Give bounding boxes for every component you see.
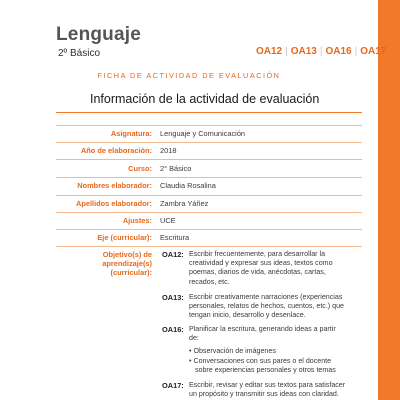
oa-code: OA12 (256, 46, 283, 57)
row-divider (56, 229, 362, 230)
row-divider (56, 246, 362, 247)
section-divider (56, 112, 362, 113)
field-value-nombres: Claudia Rosalina (160, 181, 216, 190)
oa-code: OA13 (290, 46, 317, 57)
subject-title: Lenguaje (56, 24, 142, 45)
row-divider (56, 177, 362, 178)
oa-codes (256, 46, 386, 57)
bullet-line: • Conversaciones con sus pares o el docente (189, 357, 332, 365)
field-value-ajustes: UCE (160, 216, 176, 225)
field-label-ajustes: Ajustes: (122, 216, 152, 225)
row-divider (56, 142, 362, 143)
objectives-label-line: Objetivo(s) de (102, 250, 152, 259)
objective-code: OA12: (162, 250, 184, 259)
field-label-asignatura: Asignatura: (110, 129, 152, 138)
objective-line: Escribir creativamente narraciones (experiencias (189, 293, 343, 301)
oa-code: OA16 (325, 46, 352, 57)
field-value-curso: 2° Básico (160, 164, 192, 173)
objective-line: poemas, diarios de vida, anécdotas, cartas, (189, 268, 326, 277)
objective-code: OA17: (162, 381, 184, 390)
objective-line: un propósito y transmitir sus ideas con claridad. (189, 390, 339, 399)
field-value-apellidos: Zambra Yáñez (160, 199, 209, 208)
objective-line: creatividad y expresar sus ideas, textos como (189, 259, 333, 268)
field-label-nombres: Nombres elaborador: (77, 181, 152, 190)
right-accent-bar (378, 0, 400, 400)
field-label-curso: Curso: (128, 164, 152, 173)
row-divider (56, 159, 362, 160)
objective-text (189, 325, 359, 343)
objective-code: OA16: (162, 325, 184, 334)
objectives-label-line: aprendizaje(s) (102, 259, 152, 269)
objective-code: OA13: (162, 293, 184, 302)
objective-line: tengan inicio, desarrollo y desenlace. (189, 311, 306, 320)
objective-line: de: (189, 334, 199, 343)
objective-text (189, 250, 359, 287)
field-value-eje: Escritura (160, 233, 190, 242)
oa-separator: | (285, 46, 288, 57)
objective-line: Escribir, revisar y editar sus textos para satisfacer (189, 381, 346, 389)
field-value-asignatura: Lenguaje y Comunicación (160, 129, 246, 138)
ficha-label: FICHA DE ACTIVIDAD DE EVALUACIÓN (97, 71, 281, 80)
grade-label: 2º Básico (58, 48, 101, 59)
objective-text (189, 293, 359, 321)
objective-line: Escribir frecuentemente, para desarrollar la (189, 250, 326, 258)
row-divider (56, 195, 362, 196)
field-label-apellidos: Apellidos elaborador: (76, 199, 152, 208)
objectives-label-line: (curricular): (110, 268, 152, 278)
row-divider (56, 125, 362, 126)
objective-text (189, 381, 359, 399)
oa-code: OA17 (360, 46, 387, 57)
field-label-eje: Eje (curricular): (97, 233, 152, 242)
objective-line: recados, etc. (189, 277, 230, 286)
bullet-line: sobre experiencias personales y otros temas (195, 366, 336, 375)
oa-separator: | (354, 46, 358, 57)
row-divider (56, 212, 362, 213)
section-title: Información de la actividad de evaluación (90, 92, 320, 106)
objective-bullet (189, 357, 364, 375)
objective-line: personales, relatos de hechos, cuentos, etc.) que (189, 302, 344, 311)
objective-bullet: • Observación de imágenes (189, 347, 276, 355)
field-value-anio: 2018 (160, 146, 177, 155)
oa-separator: | (319, 46, 323, 57)
field-label-anio: Año de elaboración: (80, 146, 152, 155)
field-label-objetivos (52, 250, 152, 278)
objective-line: Planificar la escritura, generando ideas a partir (189, 325, 336, 333)
